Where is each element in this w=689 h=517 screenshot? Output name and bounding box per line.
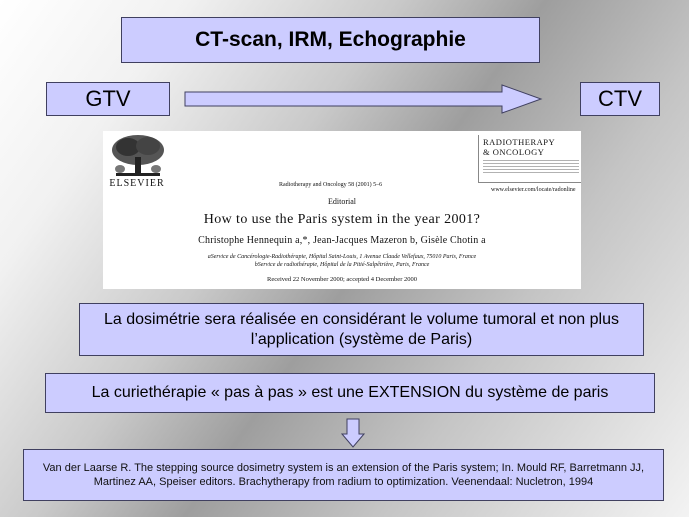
right-arrow-icon: [184, 84, 544, 114]
journal-logo-line-1: RADIOTHERAPY: [483, 137, 556, 147]
article-header-image: [103, 131, 581, 289]
gtv-label: GTV: [85, 86, 131, 111]
publisher-name: ELSEVIER: [109, 178, 165, 189]
extension-statement-box: [45, 373, 655, 413]
journal-citation: Radiotherapy and Oncology 58 (2001) 5–6: [279, 182, 383, 188]
reference-box: [23, 449, 664, 501]
ctv-label: CTV: [598, 86, 642, 111]
journal-logo-fine-print: [483, 160, 579, 174]
down-arrow-icon: [341, 418, 365, 448]
article-title: How to use the Paris system in the year 2001?: [203, 212, 481, 227]
journal-logo: [478, 135, 581, 183]
journal-logo-line-2: & ONCOLOGY: [483, 147, 545, 157]
extension-statement: La curiethérapie « pas à pas » est une EXTENSION du système de paris: [91, 384, 609, 401]
elsevier-tree-logo-icon: [108, 133, 168, 179]
dosimetry-statement-box: [79, 303, 644, 356]
received-dates: Received 22 November 2000; accepted 4 December 2000: [267, 276, 417, 283]
dosimetry-statement: La dosimétrie sera réalisée en considérant le volume tumoral et non plus l’application (système de Paris): [104, 310, 619, 348]
affiliation-2: bService de radiothérapie, Hôpital de la Pitié-Salpêtrière, Paris, France: [254, 262, 430, 268]
gtv-box: [46, 82, 170, 116]
affiliation-1: aService de Cancérologie-Radiothérapie, Hôpital Saint-Louis, 1 Avenue Claude Vellefaux, 75010 Paris, France: [207, 254, 477, 260]
reference-text: Van der Laarse R. The stepping source dosimetry system is an extension of the Paris system; In. Mould RF, Barretmann JJ, Martinez AA, Speiser editors. Brachytherapy from radium to optimization. Veenendaal: Nucletron, 1994: [42, 462, 645, 488]
slide-title: CT-scan, IRM, Echographie: [195, 28, 466, 51]
journal-url: www.elsevier.com/locate/radonline: [491, 187, 576, 193]
journal-logo-text: [483, 137, 555, 157]
article-section: Editorial: [328, 197, 356, 206]
slide-title-box: [121, 17, 540, 63]
ctv-box: [580, 82, 660, 116]
article-authors: Christophe Hennequin a,*, Jean-Jacques Mazeron b, Gisèle Chotin a: [198, 235, 486, 246]
